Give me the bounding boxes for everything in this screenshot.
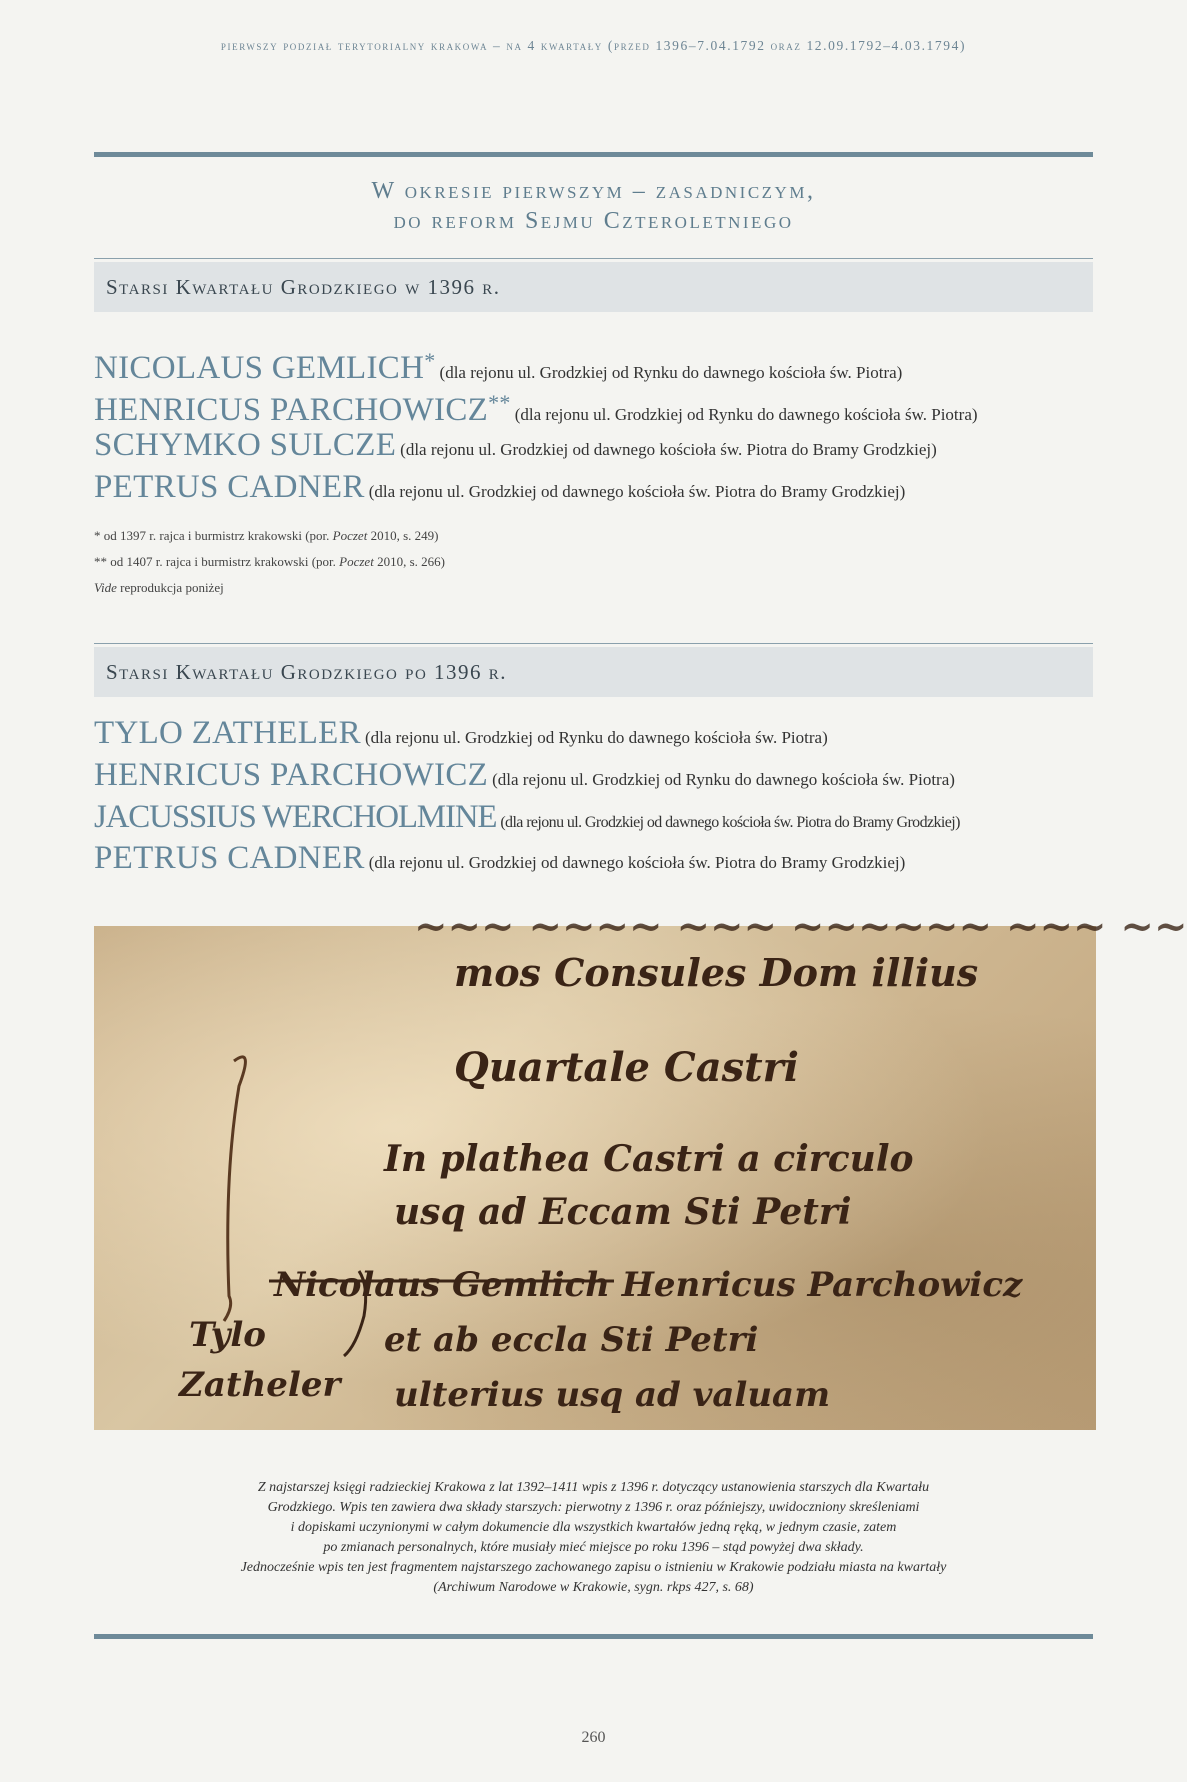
elder-desc: (dla rejonu ul. Grodzkiej od dawnego kościoła św. Piotra do Bramy Grodzkiej) — [500, 814, 960, 831]
elder-name: PETRUS CADNER — [94, 469, 365, 505]
elder-name: PETRUS CADNER — [94, 840, 365, 876]
caption-line: Grodzkiego. Wpis ten zawiera dwa składy starszych: pierwotny z 1396 r. oraz późniejszy, uwidoczniony skreśleniami — [267, 1500, 920, 1515]
manuscript-margin-note: Zatheler — [179, 1365, 341, 1405]
caption-line: Jednocześnie wpis ten jest fragmentem najstarszego zachowanego zapisu o istnieniu w Krakowie podziału miasta na kwartały — [240, 1560, 947, 1575]
section1-heading-text: Starsi Kwartału Grodzkiego w 1396 r. — [106, 275, 501, 299]
manuscript-line: usq ad Eccam Sti Petri — [394, 1191, 852, 1233]
elder-desc: (dla rejonu ul. Grodzkiej od dawnego kościoła św. Piotra do Bramy Grodzkiej) — [368, 482, 906, 501]
elder-name: HENRICUS PARCHOWICZ — [94, 757, 489, 793]
manuscript-line: Quartale Castri — [454, 1044, 799, 1091]
manuscript-image — [94, 903, 1187, 1430]
caption-line: (Archiwum Narodowe w Krakowie, sygn. rkps 427, s. 68) — [433, 1580, 754, 1595]
elder-desc: (dla rejonu ul. Grodzkiej od Rynku do dawnego kościoła św. Piotra) — [364, 728, 828, 747]
elder-row — [94, 425, 1093, 471]
manuscript-line: mos Consules Dom illius — [454, 950, 979, 995]
section2-heading-text: Starsi Kwartału Grodzkiego po 1396 r. — [106, 660, 508, 684]
top-rule — [94, 152, 1093, 157]
elder-row — [94, 467, 1093, 513]
running-head: pierwszy podział terytorialny krakowa – na 4 kwartały (przed 1396–7.04.1792 oraz 12.09.1792–4.03.1794) — [220, 38, 967, 53]
svg-text:~~~ ~~~~ ~~~ ~~~~~~ ~~~ ~~: ~~~ ~~~~ ~~~ ~~~~~~ ~~~ ~~ — [414, 903, 1187, 950]
footnote-mark: ** — [488, 390, 511, 415]
elder-row — [94, 713, 1093, 759]
elder-desc: (dla rejonu ul. Grodzkiej od dawnego kościoła św. Piotra do Bramy Grodzkiej) — [400, 440, 937, 459]
elder-name: NICOLAUS GEMLICH — [94, 350, 425, 386]
bottom-rule — [94, 1634, 1093, 1639]
section2-heading — [94, 647, 1093, 697]
elder-row — [94, 797, 1093, 843]
manuscript-line: ulterius usq ad valuam — [394, 1375, 831, 1415]
footnote-mark: * — [424, 348, 436, 373]
elder-desc: (dla rejonu ul. Grodzkiej od Rynku do dawnego kościoła św. Piotra) — [439, 363, 903, 382]
elder-name: SCHYMKO SULCZE — [94, 427, 397, 463]
elder-name: TYLO ZATHELER — [94, 715, 361, 751]
chapter-title-line-2: do reform Sejmu Czteroletniego — [393, 208, 794, 234]
caption-line: i dopiskami uczynionymi w całym dokumencie dla wszystkich kwartałów jedną ręką, w jednym czasie, zatem — [290, 1520, 897, 1535]
manuscript-line: In plathea Castri a circulo — [384, 1138, 914, 1180]
section2-rule — [94, 643, 1093, 644]
footnote: * od 1397 r. rajca i burmistrz krakowski (por. Poczet 2010, s. 249) — [94, 528, 439, 543]
margin-bracket — [224, 1057, 245, 1321]
footnote: ** od 1407 r. rajca i burmistrz krakowski (por. Poczet 2010, s. 266) — [94, 554, 445, 569]
caption-line: po zmianach personalnych, które musiały mieć miejsce po roku 1396 – stąd powyżej dwa składy. — [323, 1540, 864, 1555]
elder-name: HENRICUS PARCHOWICZ — [94, 392, 489, 428]
manuscript-line: Nicolaus Gemlich Henricus Parchowicz — [274, 1265, 1023, 1305]
manuscript-margin-note: Tylo — [189, 1315, 266, 1355]
chapter-title-line-1: W okresie pierwszym – zasadniczym, — [371, 178, 816, 204]
manuscript-line: et ab eccla Sti Petri — [384, 1320, 759, 1360]
elder-desc: (dla rejonu ul. Grodzkiej od Rynku do dawnego kościoła św. Piotra) — [514, 405, 978, 424]
chapter-title — [94, 176, 1093, 236]
elder-desc: (dla rejonu ul. Grodzkiej od Rynku do dawnego kościoła św. Piotra) — [492, 770, 955, 789]
section1-heading — [94, 262, 1093, 312]
vide-note: Vide reprodukcja poniżej — [94, 580, 224, 595]
section1-rule — [94, 258, 1093, 259]
caption-line: Z najstarszej księgi radzieckiej Krakowa z lat 1392–1411 wpis z 1396 r. dotyczący ustanowienia starszych dla Kwartału — [257, 1480, 930, 1495]
manuscript-reproduction — [94, 903, 1187, 1430]
figure-caption — [130, 1478, 1057, 1598]
elder-row — [94, 838, 1093, 884]
page-number: 260 — [581, 1729, 606, 1746]
elder-desc: (dla rejonu ul. Grodzkiej od dawnego kościoła św. Piotra do Bramy Grodzkiej) — [368, 853, 906, 872]
elder-row — [94, 755, 1093, 801]
elder-name: JACUSSIUS WERCHOLMINE — [94, 799, 497, 835]
